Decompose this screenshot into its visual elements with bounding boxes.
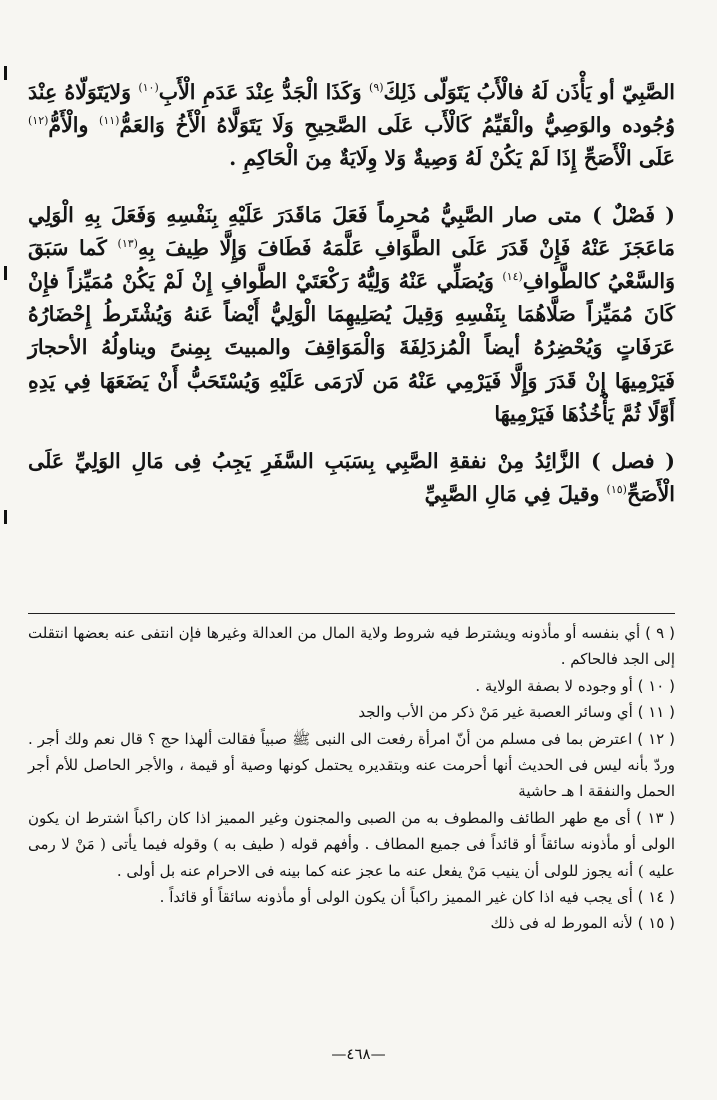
footnote-11: ( ١١ ) أي وسائر العصبة غير مَنْ ذكر من الأب والجد xyxy=(358,703,675,722)
paragraph-2: ( فَصْلٌ ) متى صار الصَّبِيُّ مُحرِماً فَعَلَ مَاقَدَرَ عَلَيْهِ بِنَفْسِهِ وَفَعَلَ بِهِ الْوَلِي مَاعَجَزَ عَنْهُ فَإِنْ قَدَرَ عَلَى الطَّوَافِ عَلَّمَهُ فَطَافَ وَإِلَّا طِيفَ بِهِ$^{(١٣)}$ كَما سَبَقَ وَالسَّعْيُ كالطَّوافِ$^{(١٤)}$ وَيُصَلِّي عَنْهُ وَلِيُّهُ رَكْعَتَيْ الطَّوافِ إِنْ لَمْ يَكُنْ مُمَيِّزاً فإِنْ كَانَ مُمَيِّزاً صَلَّاهُمَا بِنَفْسِهِ وَقِيلَ يُصَلِيهِمَا الْوَلِيُّ أَيْضاً عَنهُ وَيُشْتَرطُ إِحْضَارُهُ عَرَفَاتٍ وَيُحْضِرُهُ أيضاً الْمُزدَلِفَةَ وَالْمَوَاقِفَ والمبيتَ بِمِنىً ويناولُهُ الأحجارَ فَيَرْمِيهَا إِنْ قَدَرَ وَإِلَّا فَيَرْمِي عَنْهُ مَن لَارَمَى عَلَيْهِ وَيُسْتَحَبُّ أَنْ يَضَعَهَا فِي يَدِهِ أَوَّلًا ثُمَّ يَأْخُذُهَا فَيَرْمِيهَا xyxy=(28,202,676,426)
margin-mark-middle xyxy=(4,266,7,280)
footnote-12: ( ١٢ ) اعترض بما فى مسلم من أنّ امرأة رفعت الى النبى ﷺ صبياً فقالت ألهذا حج ؟ قال نعم ولك أجر . وردّ بأنه ليس فى الحديث أنها أحرمت عنه وبتقديره يحتمل كونها وصية أو قيمة ، والأجر الحاصل للأم أجر الحمل والنفقة ا هـ حاشية xyxy=(28,729,675,801)
footnote-ref-14: (١٤) xyxy=(502,270,523,284)
footnote-ref-13: (١٣) xyxy=(117,236,138,250)
footnote-ref-10: (١٠) xyxy=(138,81,159,95)
footnotes xyxy=(28,620,675,937)
footnote-ref-15: (١٥) xyxy=(606,483,627,497)
footnote-14: ( ١٤ ) أى يجب فيه اذا كان غير المميز راكباً أن يكون الولى أو مأذونه سائقاً أو قائداً . xyxy=(159,888,675,907)
footnote-10: ( ١٠ ) أو وجوده لا بصفة الولاية . xyxy=(475,676,675,695)
footnote-ref-12: (١٢) xyxy=(28,114,49,128)
page-number: —٤٦٨— xyxy=(331,1045,386,1063)
margin-mark-top xyxy=(4,66,7,80)
footnote-15: ( ١٥ ) لأنه المورط له فى ذلك xyxy=(490,914,675,933)
footnote-13: ( ١٣ ) أى مع طهر الطائف والمطوف به من الصبى والمجنون وغير المميز اذا كان راكباً اشترط ان يكون الولى أو مأذونه سائقاً أو قائداً فى جميع المطاف . وأفهم قوله ( طيف به ) وقوله فيما يأتى ( مَنْ لا رمى عليه ) أنه يجوز للولى أن ينيب مَنْ يفعل عنه ما عجز عنه كما بينه فى الاحرام عنه بل أولى . xyxy=(28,808,675,880)
footnote-divider xyxy=(28,613,675,614)
main-text xyxy=(28,76,675,511)
footnote-9: ( ٩ ) أي بنفسه أو مأذونه ويشترط فيه شروط ولاية المال من العدالة وغيرها فإن انتفى عنه بعضها انتقلت إلى الجد فالحاكم . xyxy=(28,624,676,669)
paragraph-3: ( فصل ) الزَّائِدُ مِنْ نفقةِ الصَّبِي بِسَبَبِ السَّفَرِ يَجِبُ فِى مَالِ الوَلِيِّ عَلَى الْأَصَحِّ$^{(١٥)}$ وقيلَ فِي مَالِ الصَّبِيِّ xyxy=(28,449,675,507)
margin-mark-bottom xyxy=(4,510,7,524)
paragraph-1: الصَّبِيّ أو يَأْذَن لَهُ فالْأَبُ يَتَوَلّى ذَلِكَ$^{(٩)}$ وَكَذَا الْجَدُّ عِنْدَ عَدَمِ الْأَبِ$^{(١٠)}$ وَلايَتَوَلّاهُ عِنْدَ وُجُوده والوَصِيُّ والْقَيِّمُ كَالْأَب عَلَى الصَّحِيحِ وَلَا يَتَوَلَّاهُ الْأَخُ وَالعَمُّ$^{(١١)}$ والْأَمُّ$^{(١٢)}$ عَلَى الْأَصَحِّ إِذَا لَمْ يَكُنْ لَهُ وَصِيةٌ وَلا وِلَايَةٌ مِنَ الْحَاكِمِ . xyxy=(28,80,675,171)
footnote-ref-9: (٩) xyxy=(369,81,384,95)
footnote-ref-11: (١١) xyxy=(99,114,120,128)
